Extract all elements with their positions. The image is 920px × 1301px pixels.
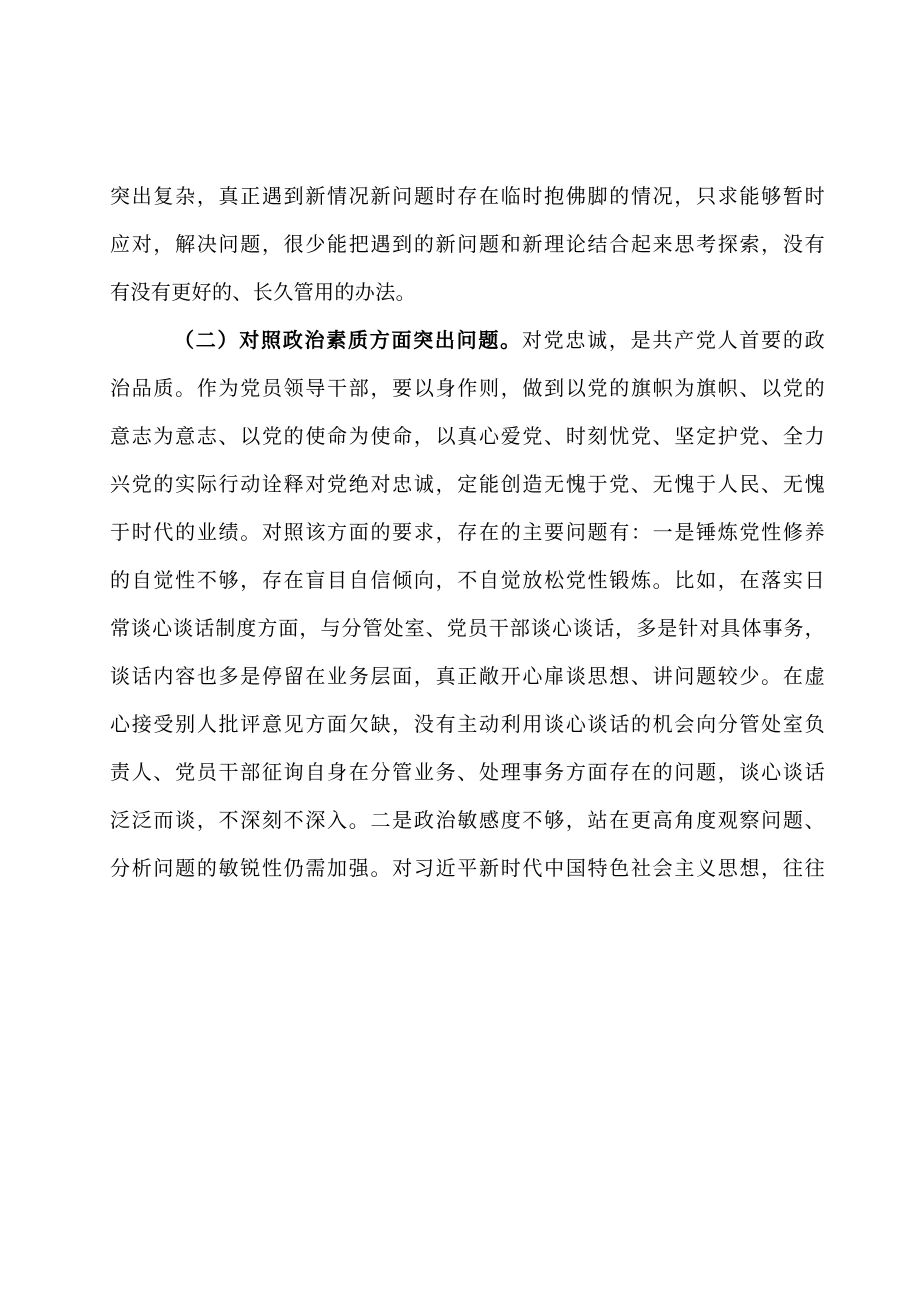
text-line [110,316,825,364]
body-text [110,172,825,892]
text-line: 突出复杂，真正遇到新情况新问题时存在临时抱佛脚的情况，只求能够暂时 [110,184,825,208]
paragraph-1 [110,172,825,316]
text-line: 于时代的业绩。对照该方面的要求，存在的主要问题有：一是锤炼党性修养 [110,520,825,544]
text-line: 兴党的实际行动诠释对党绝对忠诚，定能创造无愧于党、无愧于人民、无愧 [110,472,825,496]
text-line: 意志为意志、以党的使命为使命，以真心爱党、时刻忧党、坚定护党、全力 [110,424,825,448]
text-line: 常谈心谈话制度方面，与分管处室、党员干部谈心谈话，多是针对具体事务， [110,616,825,640]
text-line: 责人、党员干部征询自身在分管业务、处理事务方面存在的问题，谈心谈话 [110,760,825,784]
section-heading-rest: 对党忠诚，是共产党人首要的政 [521,328,825,352]
text-line: 谈话内容也多是停留在业务层面，真正敞开心扉谈思想、讲问题较少。在虚 [110,664,825,688]
text-line: 心接受别人批评意见方面欠缺，没有主动利用谈心谈话的机会向分管处室负 [110,712,825,736]
text-line: 分析问题的敏锐性仍需加强。对习近平新时代中国特色社会主义思想，往往 [110,856,825,880]
paragraph-2 [110,316,825,892]
text-line: 应对，解决问题，很少能把遇到的新问题和新理论结合起来思考探索，没有 [110,232,825,256]
section-heading: （二）对照政治素质方面突出问题。 [174,328,522,352]
text-line: 治品质。作为党员领导干部，要以身作则，做到以党的旗帜为旗帜、以党的 [110,376,825,400]
text-line: 泛泛而谈，不深刻不深入。二是政治敏感度不够，站在更高角度观察问题、 [110,808,825,832]
text-line: 的自觉性不够，存在盲目自信倾向，不自觉放松党性锻炼。比如，在落实日 [110,568,825,592]
text-line: 有没有更好的、长久管用的办法。 [110,280,416,304]
